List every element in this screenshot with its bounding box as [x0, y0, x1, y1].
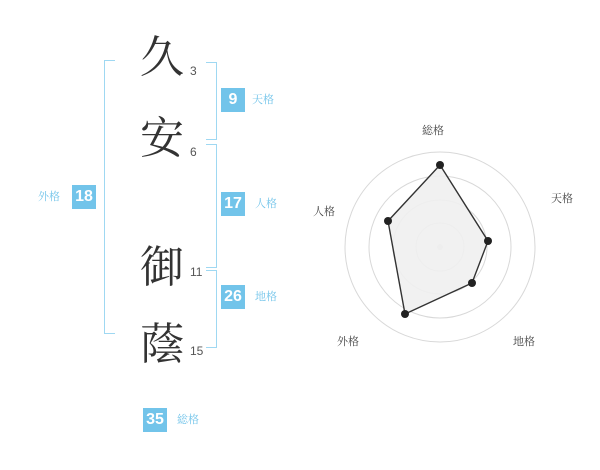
- score-value-gaikaku: 18: [72, 185, 96, 209]
- kanji-char-2: 安: [140, 113, 184, 164]
- radar-axis-label-tenkaku: 天格: [551, 193, 573, 205]
- radar-data-polygon: [388, 165, 488, 314]
- score-value-tenkaku: 9: [221, 88, 245, 112]
- outer-bracket: [104, 60, 115, 334]
- stroke-count-2: 6: [190, 145, 197, 159]
- radar-axis-label-jinkaku: 人格: [313, 206, 335, 218]
- score-value-chikaku: 26: [221, 285, 245, 309]
- kanji-char-1: 久: [140, 32, 184, 83]
- radar-axis-label-gaikaku: 外格: [337, 336, 359, 348]
- score-label-gaikaku: 外格: [38, 191, 60, 203]
- jinkaku-bracket: [206, 144, 217, 268]
- radar-chart-panel: [300, 0, 600, 470]
- stroke-count-1: 3: [190, 64, 197, 78]
- score-label-jinkaku: 人格: [255, 198, 277, 210]
- kanji-char-3: 御: [140, 242, 184, 293]
- chikaku-bracket: [206, 270, 217, 348]
- stroke-count-4: 15: [190, 344, 204, 358]
- stroke-count-3: 11: [190, 265, 203, 279]
- radar-axis-label-chikaku: 地格: [513, 336, 535, 348]
- kanji-char-4: 蔭: [140, 319, 184, 370]
- tenkaku-bracket: [206, 62, 217, 140]
- score-value-soukaku: 35: [143, 408, 167, 432]
- score-label-soukaku: 総格: [177, 414, 199, 426]
- radar-axis-label-soukaku: 総格: [422, 125, 444, 137]
- score-label-chikaku: 地格: [255, 291, 277, 303]
- radar-chart-svg: [300, 0, 600, 470]
- score-value-jinkaku: 17: [221, 192, 245, 216]
- score-label-tenkaku: 天格: [252, 94, 274, 106]
